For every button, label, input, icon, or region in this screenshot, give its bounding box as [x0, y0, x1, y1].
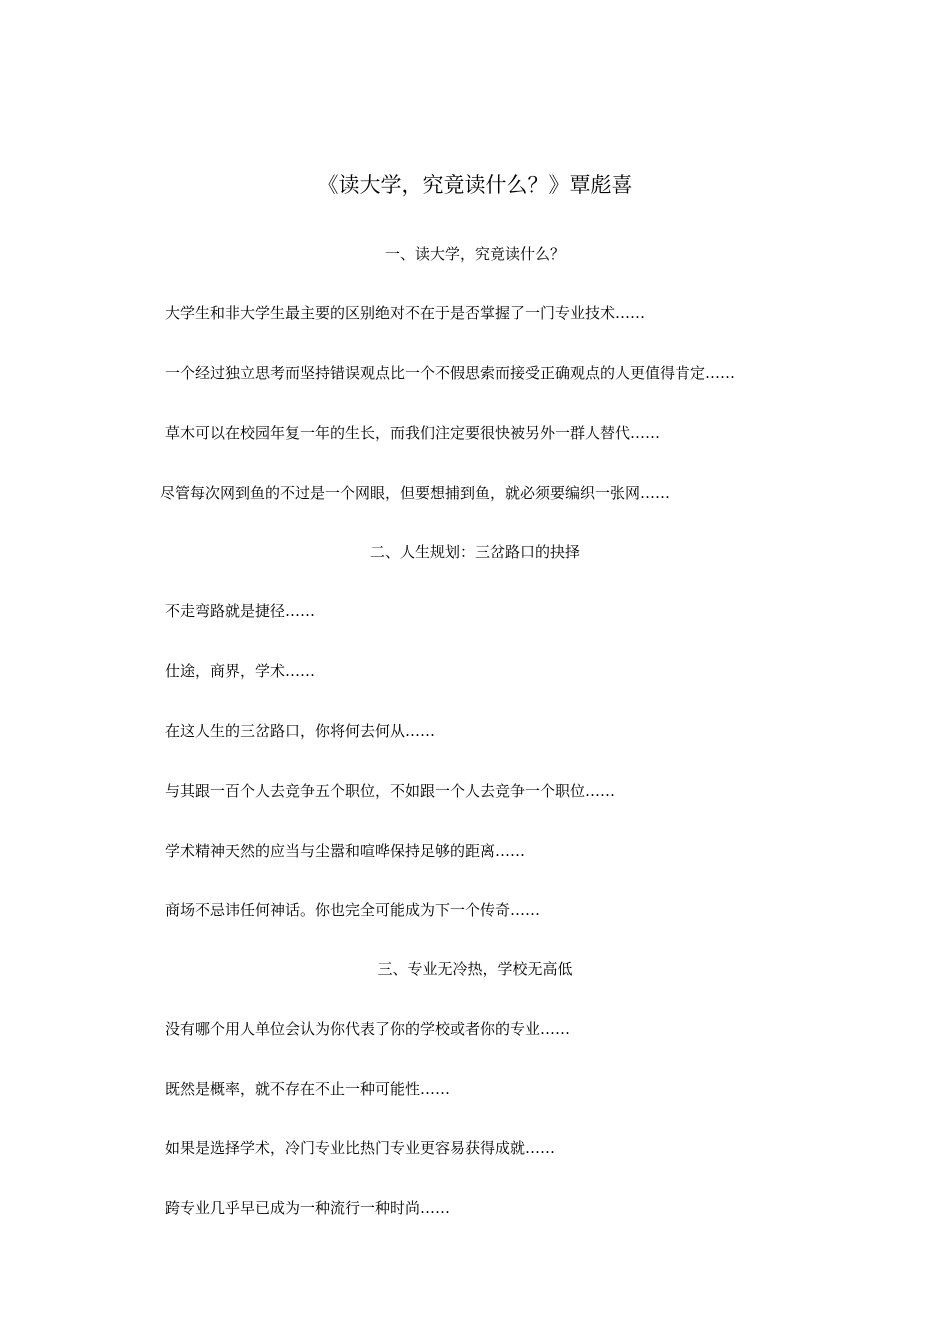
section-2-line-1: 不走弯路就是捷径……: [165, 602, 316, 620]
section-2-line-5: 学术精神天然的应当与尘嚣和喧哗保持足够的距离……: [165, 842, 526, 860]
section-1-line-4: 尽管每次网到鱼的不过是一个网眼，但要想捕到鱼，就必须要编织一张网……: [160, 484, 671, 502]
document-title: 《读大学，究竟读什么？》覃彪喜: [317, 173, 633, 197]
section-3-line-1: 没有哪个用人单位会认为你代表了你的学校或者你的专业……: [165, 1020, 571, 1038]
section-2-line-2: 仕途，商界，学术……: [165, 662, 316, 680]
section-heading-2: 二、人生规划：三岔路口的抉择: [369, 543, 580, 561]
section-3-line-4: 跨专业几乎早已成为一种流行一种时尚……: [165, 1199, 451, 1217]
section-heading-3: 三、专业无冷热，学校无高低: [377, 960, 573, 978]
section-2-line-6: 商场不忌讳任何神话。你也完全可能成为下一个传奇……: [165, 901, 541, 919]
section-heading-1: 一、读大学，究竟读什么？: [384, 245, 565, 263]
section-1-line-1: 大学生和非大学生最主要的区别绝对不在于是否掌握了一门专业技术……: [165, 304, 646, 322]
section-2-line-4: 与其跟一百个人去竞争五个职位，不如跟一个人去竞争一个职位……: [165, 782, 616, 800]
section-1-line-2: 一个经过独立思考而坚持错误观点比一个不假思索而接受正确观点的人更值得肯定……: [165, 364, 736, 382]
section-2-line-3: 在这人生的三岔路口，你将何去何从……: [165, 722, 436, 740]
section-1-line-3: 草木可以在校园年复一年的生长，而我们注定要很快被另外一群人替代……: [165, 424, 661, 442]
section-3-line-2: 既然是概率，就不存在不止一种可能性……: [165, 1080, 451, 1098]
section-3-line-3: 如果是选择学术，冷门专业比热门专业更容易获得成就……: [165, 1139, 556, 1157]
